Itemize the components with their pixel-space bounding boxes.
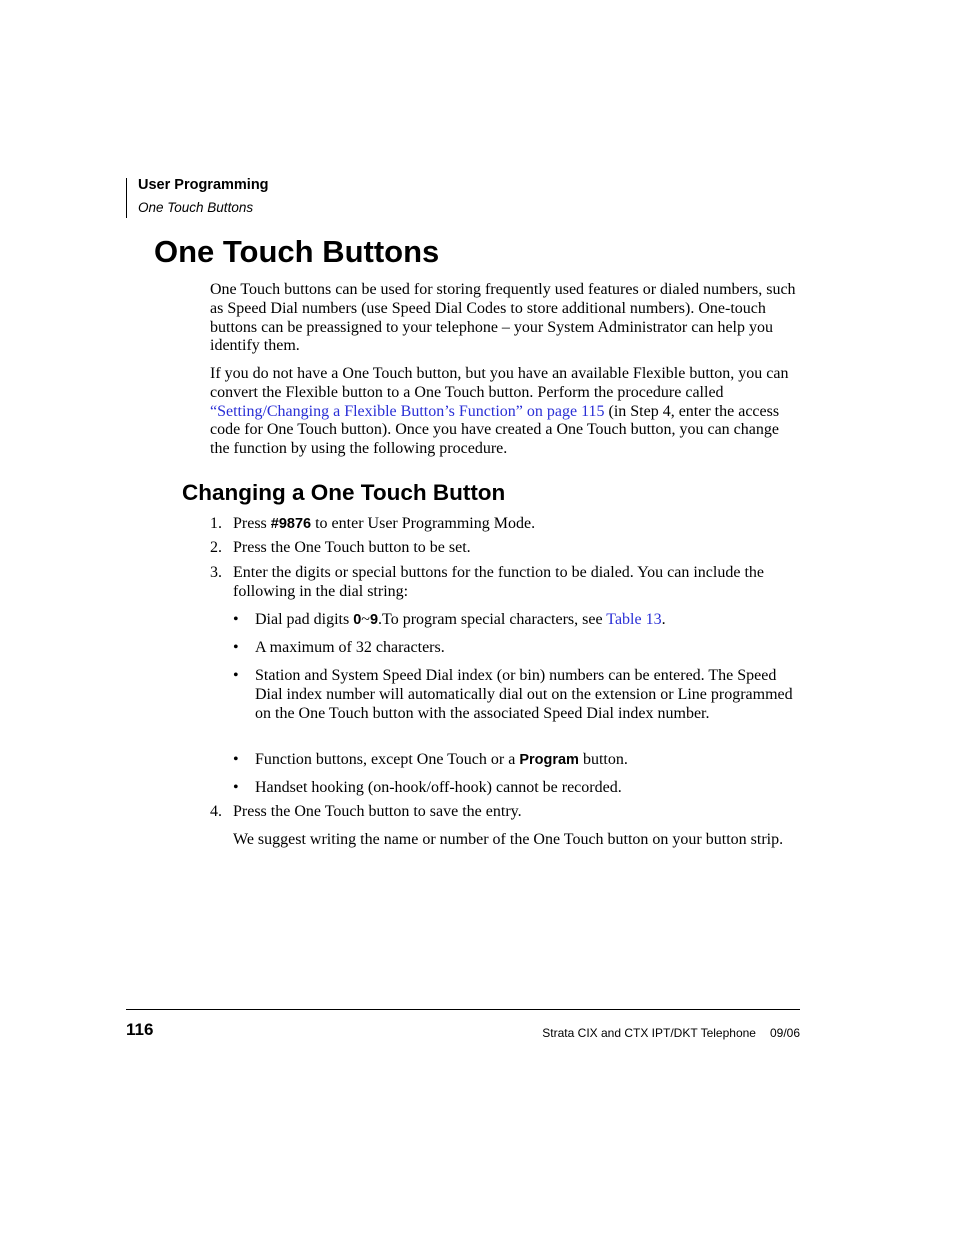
page-number: 116: [126, 1020, 154, 1039]
key-code: #9876: [270, 516, 312, 532]
bullet-item: [233, 779, 802, 798]
step-text: Press the One Touch button to be set.: [233, 539, 471, 556]
bullet-item: [233, 751, 802, 770]
bullet-item: [233, 639, 802, 658]
intro-paragraph-1: One Touch buttons can be used for storing frequently used features or dialed numbers, such as Speed Dial numbers (use Speed Dial Codes to store additional numbers). One-touch buttons can be preassigned to your telephone – your System Administrator can help you identify them.: [210, 281, 796, 355]
step-3: [210, 564, 802, 602]
step-text-end: to enter User Programming Mode.: [311, 515, 536, 532]
section-title: Changing a One Touch Button: [182, 480, 506, 505]
step-number: 2.: [210, 539, 222, 556]
bullet-text: A maximum of 32 characters.: [255, 639, 445, 656]
intro-paragraph-2-end: (in Step 4, enter the access code for One Touch button). Once you have created a One Touch button, you can change the function by using the following procedure.: [210, 402, 780, 458]
running-header-section: User Programming: [138, 177, 269, 193]
bullet-text: Handset hooking (on-hook/off-hook) cannot be recorded.: [255, 779, 622, 796]
bullet-item: [233, 667, 802, 723]
footer-doc-info: [542, 1026, 800, 1040]
intro-paragraph-2-start: If you do not have a One Touch button, but you have an available Flexible button, you can convert the Flexible button to a One Touch button. Perform the procedure called: [210, 365, 789, 401]
range-tilde: ~: [361, 611, 370, 628]
header-rule: [126, 178, 127, 218]
bullet-text-end: button.: [578, 751, 628, 768]
bullet-text-middle: .To program special characters, see: [378, 611, 607, 628]
bullet-text: Station and System Speed Dial index (or bin) numbers can be entered. The Speed Dial index number will automatically dial out on the extension or Line programmed on the One Touch button with the associated Speed Dial index number.: [255, 667, 793, 722]
bullet-marker: •: [233, 751, 239, 768]
step-4: [210, 803, 802, 822]
step-text: Press the One Touch button to save the entry.: [233, 803, 522, 820]
flexible-button-link[interactable]: “Setting/Changing a Flexible Button’s Function” on page 115: [210, 402, 605, 420]
bullet-marker: •: [233, 667, 239, 684]
footer-date: 09/06: [769, 1026, 800, 1040]
step-note-text: We suggest writing the name or number of the One Touch button on your button strip.: [233, 831, 784, 848]
page-title: One Touch Buttons: [154, 234, 440, 269]
table-13-link[interactable]: Table 13: [606, 611, 662, 628]
bullet-text-start: Dial pad digits: [255, 611, 354, 628]
step-number: 3.: [210, 564, 222, 581]
key-digit-0: 0: [353, 612, 362, 628]
bullet-marker: •: [233, 639, 239, 656]
bullet-text-start: Function buttons, except One Touch or a: [255, 751, 520, 768]
step-number: 4.: [210, 803, 222, 820]
bullet-text: [255, 611, 802, 630]
step-text: Enter the digits or special buttons for the function to be dialed. You can include the following in the dial string:: [233, 564, 764, 600]
program-key: Program: [519, 752, 579, 768]
step-number: 1.: [210, 515, 222, 532]
bullet-marker: •: [233, 779, 239, 796]
step-1: [210, 515, 802, 534]
bullet-text-end: .: [661, 611, 666, 628]
step-4-note: [210, 831, 802, 850]
step-text: [233, 515, 802, 534]
running-header-subsection: One Touch Buttons: [138, 200, 254, 215]
step-text-start: Press: [233, 515, 271, 532]
intro-paragraph-2: [210, 365, 802, 459]
bullet-marker: •: [233, 611, 239, 628]
footer-doc-title: Strata CIX and CTX IPT/DKT Telephone: [542, 1026, 756, 1040]
footer-rule: [126, 1009, 800, 1010]
step-2: [210, 539, 802, 558]
bullet-item: [233, 611, 802, 630]
bullet-text: [255, 751, 802, 770]
key-digit-9: 9: [369, 612, 379, 628]
